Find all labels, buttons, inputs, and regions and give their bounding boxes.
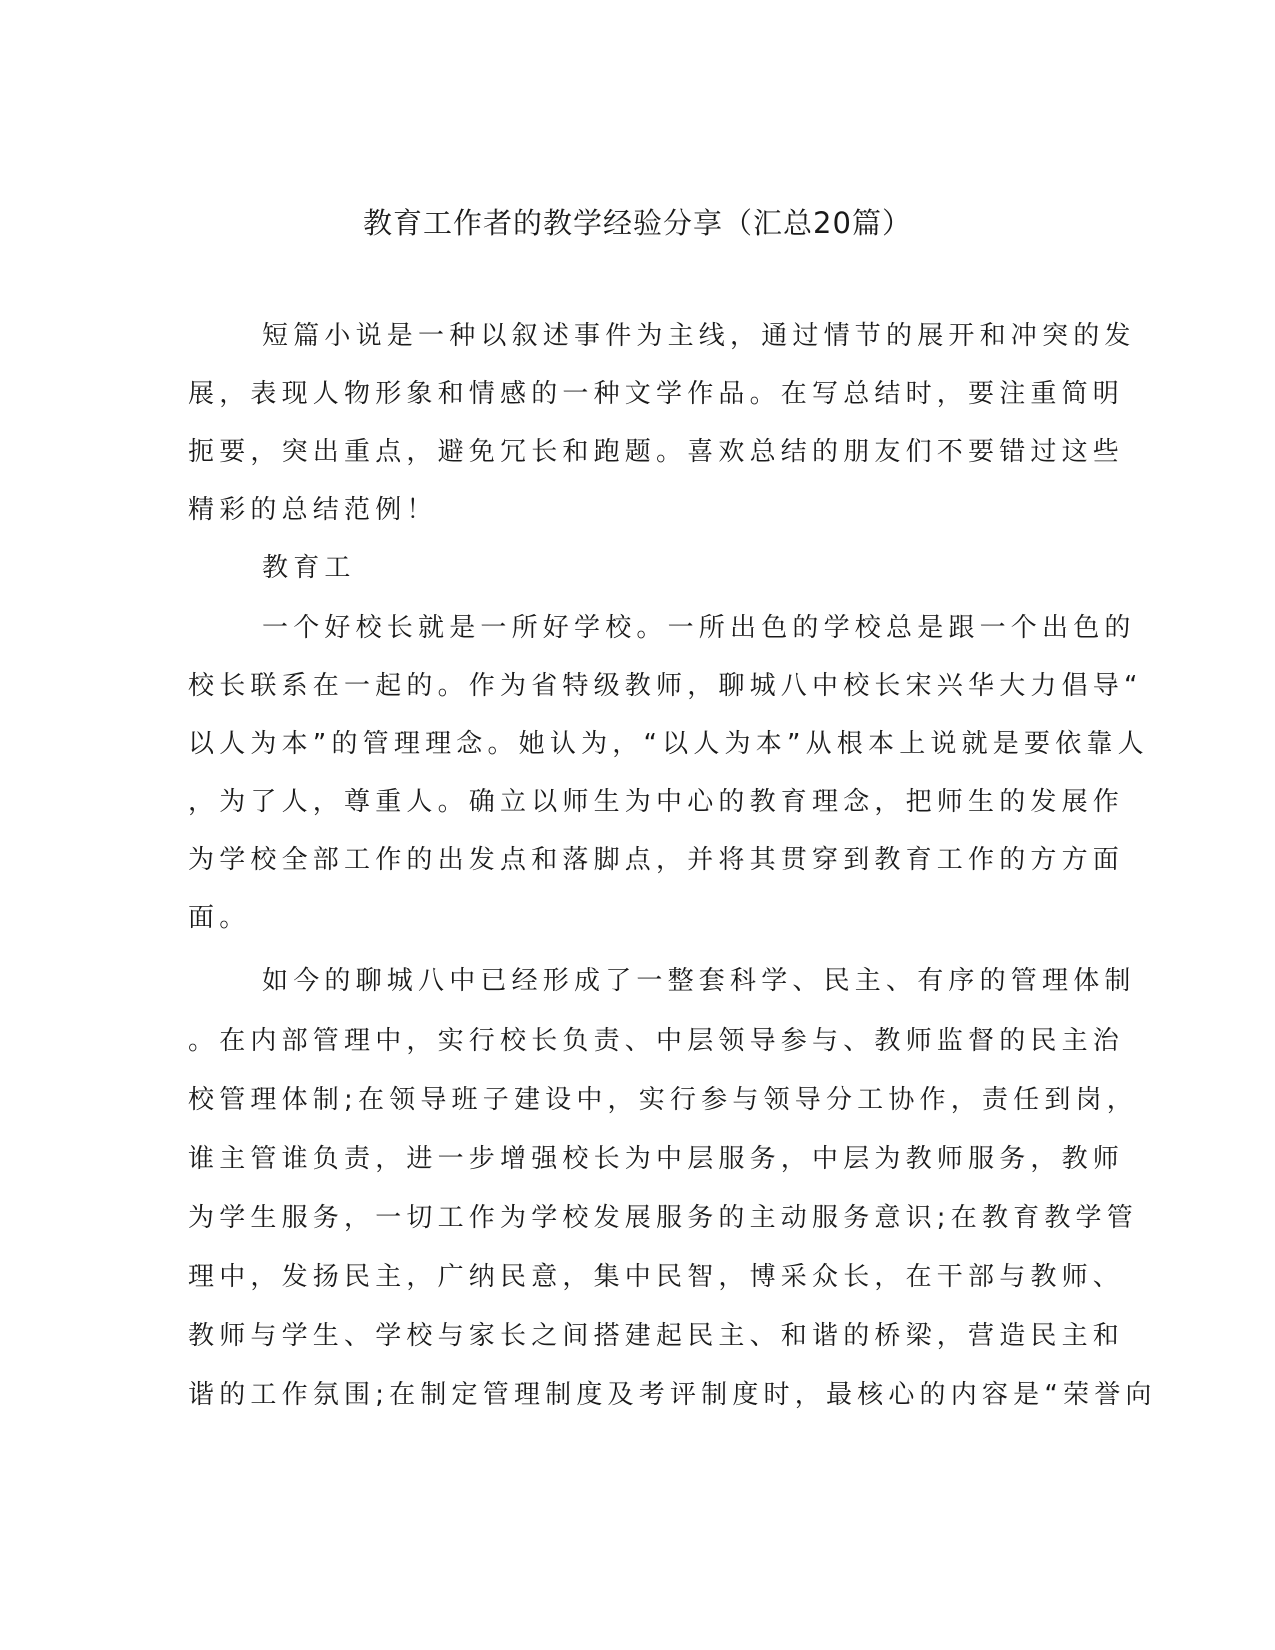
- paragraph-line: 谁主管谁负责，进一步增强校长为中层服务，中层为教师服务，教师: [188, 1144, 1125, 1174]
- paragraph-line: 以人为本”的管理理念。她认为，“以人为本”从根本上说就是要依靠人: [188, 729, 1149, 759]
- paragraph-line: 校长联系在一起的。作为省特级教师，聊城八中校长宋兴华大力倡导“: [188, 671, 1143, 701]
- paragraph-line: ，为了人，尊重人。确立以师生为中心的教育理念，把师生的发展作: [188, 787, 1125, 817]
- paragraph-line: 教师与学生、学校与家长之间搭建起民主、和谐的桥梁，营造民主和: [188, 1321, 1125, 1351]
- paragraph-line: 为学校全部工作的出发点和落脚点，并将其贯穿到教育工作的方方面: [188, 845, 1125, 875]
- paragraph-line: 短篇小说是一种以叙述事件为主线，通过情节的展开和冲突的发: [262, 321, 1136, 351]
- paragraph-line: 精彩的总结范例！: [188, 495, 438, 525]
- paragraph-line: 展，表现人物形象和情感的一种文学作品。在写总结时，要注重简明: [188, 379, 1125, 409]
- paragraph-line: 如今的聊城八中已经形成了一整套科学、民主、有序的管理体制: [262, 966, 1136, 996]
- paragraph-line: 校管理体制;在领导班子建设中，实行参与领导分工协作，责任到岗，: [188, 1085, 1138, 1115]
- paragraph-line: 理中，发扬民主，广纳民意，集中民智，博采众长，在干部与教师、: [188, 1262, 1125, 1292]
- paragraph-line: 面。: [188, 903, 251, 933]
- paragraph-line: 谐的工作氛围;在制定管理制度及考评制度时，最核心的内容是“荣誉向: [188, 1380, 1157, 1410]
- paragraph-line: 一个好校长就是一所好学校。一所出色的学校总是跟一个出色的: [262, 613, 1136, 643]
- document-title: 教育工作者的教学经验分享（汇总20篇）: [363, 206, 912, 240]
- paragraph-line: 为学生服务，一切工作为学校发展服务的主动服务意识;在教育教学管: [188, 1203, 1138, 1233]
- paragraph-line: 。在内部管理中，实行校长负责、中层领导参与、教师监督的民主治: [188, 1026, 1125, 1056]
- paragraph-line: 扼要，突出重点，避免冗长和跑题。喜欢总结的朋友们不要错过这些: [188, 437, 1125, 467]
- section-heading: 教育工: [262, 553, 356, 583]
